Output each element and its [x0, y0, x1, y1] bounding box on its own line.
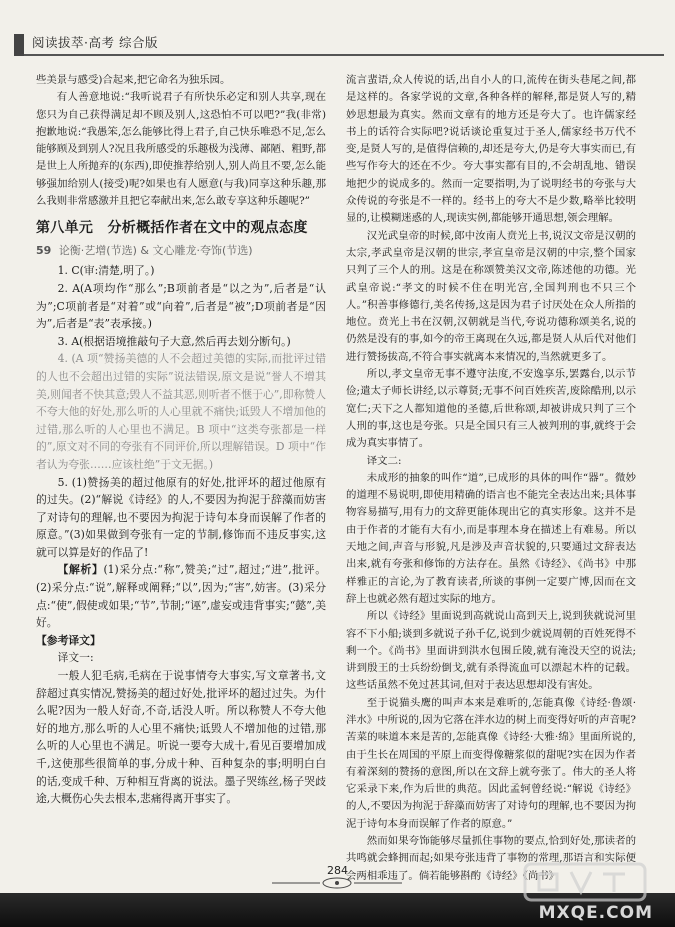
translation-two-label: 译文二: [366, 454, 402, 467]
question-source [36, 242, 326, 260]
paragraph: 所以,孝文皇帝无事不遵守法度,不安逸享乐,罢露台,以示节俭;遣太子师长讲经,以示尊贤;无事不问百姓疾苦,废除酷刑,以示宽仁;天下之人都知道他的圣德,后世称颂,却被讲成只判了三个人刑的事,这也是夸张。只是全国只有三人被判刑的事,就终于会成为真实事情了。 [346, 368, 636, 450]
paragraph: 所以《诗经》里面说到高就说山高到天上,说到狭就说河里容不下小船;谈到多就说子孙千亿,说到少就说周朝的百姓死得不剩一个。《尚书》里面讲到洪水包围丘陵,就有淹没天空的说法;讲到殷王的士兵纷纷倒戈,就有杀得流血可以漂起木杵的记载。这些话虽然不免过甚其词,但对于表达思想却没有害处。 [346, 610, 636, 692]
paragraph: 流言蜚语,众人传说的话,出自小人的口,流传在街头巷尾之间,都是这样的。各家学说的文章,各种各样的解释,都是贤人写的,精妙思想最为真实。然而文章有的地方还是夸大了。也许儒家经书上的话符合实际吧?说话谈论重复过于圣人,儒家经书万代不变,是贤人写的,是值得信赖的,却还是夸大,仍是夸大事实而已,有些写作夸大的还在不少。夸大事实都有目的,不会胡乱地、错误地把少的说成多的。然而一定要指明,为了说明经书的夸张与大众传说的夸张是不一样的。经书上的夸大不是少数,略举比较明显的,让模糊迷惑的人,现读实例,都能够开通思想,领会理解。 [346, 74, 636, 225]
paragraph: 有人善意地说:“我听说君子有所快乐必定和别人共享,现在您只为自己获得满足却不顾及别人,这恐怕不可以吧?”我(非常)抱歉地说:“我愚笨,怎么能够比得上君子,自己快乐唯恐不足,怎么能够顾及到别人?况且我所感受的乐趣极为浅薄、鄙陋、粗野,都是世上人所抛弃的(东西),即使推荐给别人,别人尚且不要,怎么能够强加给别人(接受)呢?如果也有人愿意(与我)同享这种乐趣,那么我则非常感激并且把它奉献出来,怎么敢专享这种乐趣呢?” [36, 91, 326, 208]
answer-item: 5. (1)赞扬美的超过他原有的好处,批评坏的超过他原有的过失。(2)“解说《诗经》的人,不要因为拘泥于辞藻而妨害了对诗句的理解,也不要因为拘泥于诗句本身而误解了作者的原意。”(3)如果做到夸张有一定的节制,修饰而不违反事实,这就可以算是好的作品了! [36, 475, 326, 559]
answer-item: 3. A(根据语境推敲句子大意,然后再去划分断句。) [57, 334, 291, 348]
paragraph: 至于说猫头鹰的叫声本来是难听的,怎能真像《诗经·鲁颂·泮水》中所说的,因为它落在泮水边的树上而变得好听的声音呢?苦菜的味道本来是苦的,怎能真像《诗经·大雅·绵》里面所说的,由于生长在周国的平原上而变得像糖浆似的甜呢?实在因为作者有着深刻的赞扬的意图,所以在文辞上就夸张了。伟大的圣人将它采录下来,作为后世的典范。因此孟轲曾经说:“解说《诗经》的人,不要因为拘泥于辞藻而妨害了对诗句的理解,也不要因为拘泥于诗句本身而误解了作者的原意。” [346, 696, 636, 830]
analysis-label: 【解析】 [57, 563, 104, 577]
answer-block [36, 262, 326, 807]
question-source-title: 论衡·艺增(节选) & 文心雕龙·夸饰(节选) [58, 244, 253, 258]
analysis [36, 561, 326, 631]
left-column [36, 72, 326, 808]
header-title: 阅读拔萃·高考 综合版 [32, 35, 158, 50]
translation-one-label: 译文一: [57, 651, 94, 665]
paragraph: 些美景与感受)合起来,把它命名为独乐园。 [36, 74, 231, 86]
paragraph: 未成形的抽象的叫作“道”,已成形的具体的叫作“器”。微妙的道理不易说明,即使用精确的语言也不能完全表达出来;具体事物容易描写,用有力的文辞更能体现出它的真实形象。这并不是由于作者的才能有大有小,而是事理本身在描述上有难易。所以天地之间,声音与形貌,凡是涉及声音状貌的,只要通过文辞表达出来,就有夸张和修饰的方法存在。虽然《诗经》、《尚书》中那样雅正的言论,为了教育读者,所谈的事例一定要广博,因而在文辞上也就必然有超过实际的地方。 [346, 471, 636, 605]
page-header [14, 30, 664, 56]
reference-translation-label: 【参考译文】 [36, 633, 101, 647]
answer-item-faded: 4. (A 项“赞扬美德的人不会超过美德的实际,而批评过错的人也不会超出过错的实际”说法错误,原文是说“誉人不增其美,则闻者不快其意;毁人不益其恶,则听者不惬于心”,即称赞人不夸大他的好处,那么听的人心里就不痛快;诋毁人不增加他的过错,那么听的人心里也不满足。B 项中“这类夸张都是一样的”,原文对不同的夸张有不同评价,所以理解错误。D 项中“作者认为夸张……应该杜绝”于文无据。) [36, 352, 326, 471]
paragraph: 汉光武皇帝的时候,郎中汝南人贲光上书,说汉文帝是汉朝的太宗,孝武皇帝是汉朝的世宗,孝宣皇帝是汉朝的中宗,整个国家只判了三个人的刑。这是在称颂赞美汉文帝,陈述他的功德。光武皇帝说:“孝文的时候不住在明光宫,全国判刑也不只三个人。”积善事修德行,美名传扬,这是因为君子讨厌处在众人所指的地位。贲光上书在汉朝,汉朝就是当代,夸说功德称颂美名,说的仍然是没有的事,如今的帝王离现在久远,都是贤人从后代对他们进行赞扬拔高,不符合事实就离本来情况的,当然就更多了。 [346, 229, 636, 363]
question-number: 59 [36, 244, 52, 258]
header-mark [14, 34, 24, 56]
page-number: 284 [327, 864, 348, 877]
answer-item: 1. C(审:清楚,明了。) [57, 264, 155, 278]
right-column [346, 72, 636, 885]
watermark-text: MXQE.COM [538, 903, 653, 923]
paragraph: 一般人犯毛病,毛病在于说事情夸大事实,写文章著书,文辞超过真实情况,赞扬美的超过好处,批评坏的超过过失。为什么呢?因为一般人好奇,不奇,话没人听。所以称赞人不夸大他好的地方,那么听的人心里不痛快;诋毁人不增加他的过错,那么听的人心里也不满足。听说一要夸大成十,看见百要增加成千,这使那些很简单的事,分成十种、百种复杂的事;明明白白的话,变成千种、万种相互背离的说法。墨子哭练丝,杨子哭歧途,大概伤心失去根本,悲痛得离开事实了。 [36, 669, 326, 806]
analysis-text: (1)采分点:“称”,赞美;“过”,超过;“进”,批评。(2)采分点:“说”,解释或阐释;“以”,因为;“害”,妨害。(3)采分点:“使”,假使或如果;“节”,节制;“诬”,虚妄或违背事实;“懿”,美好。 [36, 563, 327, 630]
unit-heading: 第八单元 分析概括作者在文中的观点态度 [36, 220, 308, 237]
paragraph: 然而如果夸饰能够尽量抓住事物的要点,恰到好处,那读者的共鸣就会蜂拥而起;如果夸张违背了事物的常理,那语言和实际便会两相乖违了。倘若能够斟酌《诗经》《尚书》 [346, 835, 636, 882]
footer-ornament-icon [272, 876, 402, 890]
answer-item: 2. A(A项均作“那么”;B项前者是“以之为”,后者是“认为”;C项前者是“对着”或“向着”,后者是“被”;D项前者是“因为”,后者是“表”表承接。) [36, 281, 326, 331]
